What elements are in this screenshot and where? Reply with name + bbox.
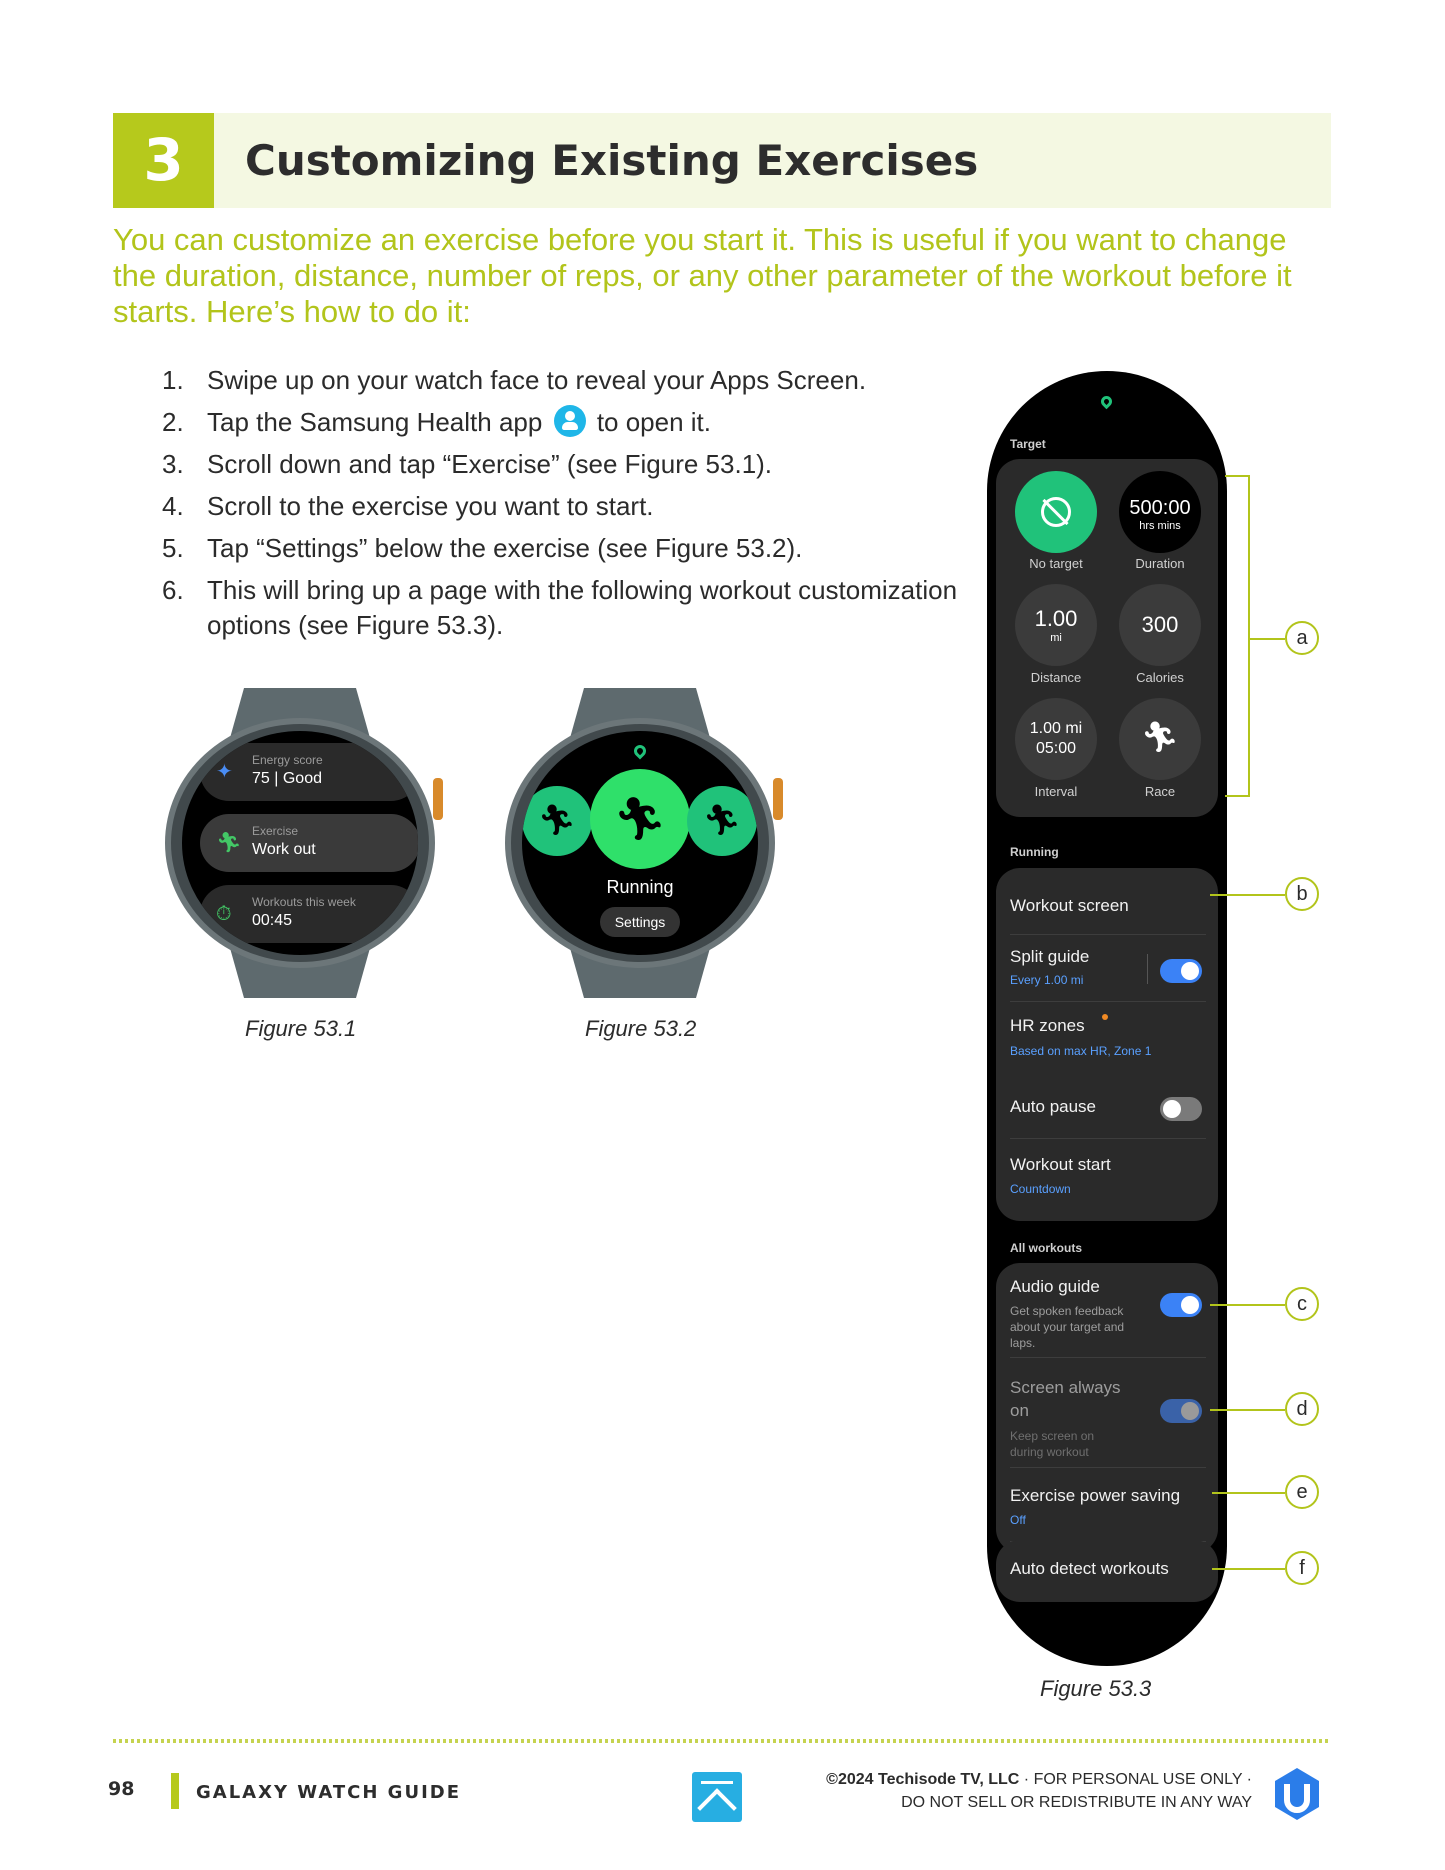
step-number: 2. <box>162 407 184 437</box>
row-value: 00:45 <box>252 912 293 929</box>
watch-crown <box>773 778 783 820</box>
callout-bracket-top <box>1225 475 1249 477</box>
workouts-row[interactable] <box>200 885 418 943</box>
callout-bracket-bottom <box>1225 795 1249 797</box>
duration-button[interactable] <box>1119 471 1201 553</box>
step-item <box>162 447 962 482</box>
step-number: 4. <box>162 491 184 521</box>
exercise-right-bubble[interactable]: 🏃︎ <box>687 786 757 856</box>
step-item <box>162 489 962 524</box>
watch-screen <box>522 731 758 955</box>
samsung-health-icon <box>554 405 586 437</box>
guide-title: GALAXY WATCH GUIDE <box>196 1782 462 1803</box>
target-time: 05:00 <box>1035 740 1077 757</box>
target-value: 1.00 mi <box>1029 720 1083 737</box>
figure-53-3-caption: Figure 53.3 <box>1040 1676 1152 1701</box>
step-number: 5. <box>162 533 184 563</box>
row-caption: Workouts this week <box>252 895 356 909</box>
target-label-text: Calories <box>1136 670 1184 685</box>
distance-button[interactable] <box>1015 584 1097 666</box>
race-button[interactable] <box>1119 698 1201 780</box>
split-guide-toggle[interactable] <box>1160 959 1202 983</box>
back-to-top-icon[interactable] <box>692 1772 742 1822</box>
calories-button[interactable] <box>1119 584 1201 666</box>
footer-accent-bar <box>171 1773 179 1809</box>
divider <box>1010 1138 1206 1139</box>
row-value: Work out <box>252 841 316 858</box>
notification-dot <box>1102 1014 1108 1020</box>
row-caption: Energy score <box>252 753 323 767</box>
step-text: Scroll down and tap “Exercise” (see Figure 53.1). <box>207 449 773 479</box>
exercise-row[interactable] <box>200 814 418 872</box>
race-icon: 🏃︎ <box>1140 721 1180 754</box>
intro-paragraph: You can customize an exercise before you start it. This is useful if you want to change the duration, distance, number of reps, or any other parameter of the workout before it starts. Here’s how to do it: <box>113 222 1292 329</box>
settings-button[interactable]: Settings <box>600 907 680 937</box>
row-value: 75 | Good <box>252 770 322 787</box>
callout-bracket-vertical <box>1248 475 1250 797</box>
location-icon <box>1099 394 1115 410</box>
target-unit: hrs mins <box>1139 520 1181 532</box>
step-item <box>162 363 962 398</box>
footer-divider <box>113 1739 1331 1743</box>
exercise-power-saving-sub: Off <box>1010 1513 1026 1527</box>
step-text: Swipe up on your watch face to reveal your Apps Screen. <box>207 365 867 395</box>
target-value: 500:00 <box>1129 497 1191 519</box>
step-item <box>162 531 962 566</box>
step-number: 6. <box>162 575 184 605</box>
figure-53-1-caption: Figure 53.1 <box>245 1016 357 1041</box>
auto-pause-toggle[interactable] <box>1160 1097 1202 1121</box>
target-value: 1.00 <box>1034 606 1078 631</box>
hr-zones-item[interactable]: HR zones <box>1010 1016 1085 1035</box>
no-target-button[interactable] <box>1015 471 1097 553</box>
screen-always-on-item[interactable]: Screen always on <box>1010 1378 1121 1420</box>
callout-line-a <box>1249 638 1285 640</box>
workout-start-sub: Countdown <box>1010 1182 1071 1196</box>
watch-screen <box>182 731 418 955</box>
divider <box>1010 1357 1206 1358</box>
figure-53-3-screen <box>987 371 1227 1666</box>
callout-c: c <box>1285 1287 1319 1321</box>
step-text: This will bring up a page with the following workout customization options (see Figure 53.3). <box>207 575 958 640</box>
screen-always-on-sub: Keep screen on during workout <box>1010 1429 1095 1459</box>
figure-53-2-watch <box>500 688 790 998</box>
audio-guide-sub: Get spoken feedback about your target and laps. <box>1010 1304 1125 1350</box>
figure-53-2-caption: Figure 53.2 <box>585 1016 697 1041</box>
energy-score-row[interactable] <box>200 743 418 801</box>
all-workouts-label: All workouts <box>1010 1241 1083 1255</box>
target-label-text: Race <box>1144 784 1176 799</box>
split-guide-item[interactable]: Split guide <box>1010 947 1090 966</box>
figure-53-1-watch <box>160 688 450 998</box>
target-unit: mi <box>1050 632 1062 644</box>
callout-line-b <box>1210 894 1285 896</box>
running-icon: 🏃︎ <box>216 832 242 854</box>
callout-f: f <box>1285 1551 1319 1585</box>
step-text: Tap “Settings” below the exercise (see Figure 53.2). <box>207 533 803 563</box>
target-label-text: Distance <box>1030 670 1082 685</box>
exercise-left-bubble[interactable]: 🏃︎ <box>522 786 592 856</box>
divider <box>1010 1467 1206 1468</box>
divider <box>1147 954 1148 984</box>
section-number: 3 <box>113 113 214 208</box>
audio-guide-item[interactable]: Audio guide <box>1010 1277 1100 1296</box>
step-number: 3. <box>162 449 184 479</box>
step-text: to open it. <box>596 407 712 437</box>
activity-name: Running <box>606 877 674 897</box>
steps-list <box>162 363 962 650</box>
callout-line-e <box>1212 1492 1285 1494</box>
callout-e: e <box>1285 1475 1319 1509</box>
callout-line-f <box>1212 1568 1285 1570</box>
watch-crown <box>433 778 443 820</box>
section-title: Customizing Existing Exercises <box>245 136 979 185</box>
target-label-text: No target <box>1029 556 1083 571</box>
divider <box>1010 934 1206 935</box>
step-number: 1. <box>162 365 184 395</box>
target-value: 300 <box>1141 612 1179 637</box>
divider <box>1010 1001 1206 1002</box>
publisher-logo-icon <box>1272 1766 1322 1822</box>
auto-pause-item[interactable]: Auto pause <box>1010 1097 1097 1116</box>
target-label-text: Interval <box>1034 784 1078 799</box>
callout-d: d <box>1285 1392 1319 1426</box>
running-bubble[interactable]: 🏃︎ <box>590 769 690 869</box>
copyright-notice: · FOR PERSONAL USE ONLY · <box>1019 1771 1252 1788</box>
step-item <box>162 405 962 440</box>
running-label: Running <box>1010 845 1059 859</box>
hr-zones-sub: Based on max HR, Zone 1 <box>1010 1044 1152 1058</box>
screen-always-on-toggle[interactable] <box>1160 1399 1202 1423</box>
callout-a: a <box>1285 621 1319 655</box>
workout-start-item[interactable]: Workout start <box>1010 1155 1111 1174</box>
interval-button[interactable] <box>1015 698 1097 780</box>
callout-b: b <box>1285 877 1319 911</box>
step-text: Tap the Samsung Health app <box>207 407 543 437</box>
target-label-text: Duration <box>1135 556 1185 571</box>
location-icon <box>632 743 649 760</box>
callout-line-c <box>1210 1304 1285 1306</box>
auto-detect-workouts-item[interactable]: Auto detect workouts <box>1010 1559 1169 1578</box>
exercise-power-saving-item[interactable]: Exercise power saving <box>1010 1486 1181 1505</box>
callout-line-d <box>1210 1409 1285 1411</box>
timer-icon: ⏱︎ <box>216 903 232 925</box>
section-header <box>113 113 1331 208</box>
audio-guide-toggle[interactable] <box>1160 1293 1202 1317</box>
target-label: Target <box>1010 437 1046 451</box>
step-text: Scroll to the exercise you want to start. <box>207 491 654 521</box>
copyright-line-2: DO NOT SELL OR REDISTRIBUTE IN ANY WAY <box>901 1794 1252 1811</box>
page-number: 98 <box>108 1778 135 1800</box>
split-guide-sub: Every 1.00 mi <box>1010 973 1084 987</box>
copyright-holder: ©2024 Techisode TV, LLC <box>826 1771 1020 1788</box>
step-item <box>162 573 962 643</box>
copyright-line-1 <box>826 1771 1252 1789</box>
workout-screen-item[interactable]: Workout screen <box>1010 896 1129 915</box>
energy-icon: ✦ <box>216 761 233 783</box>
row-caption: Exercise <box>252 824 299 838</box>
